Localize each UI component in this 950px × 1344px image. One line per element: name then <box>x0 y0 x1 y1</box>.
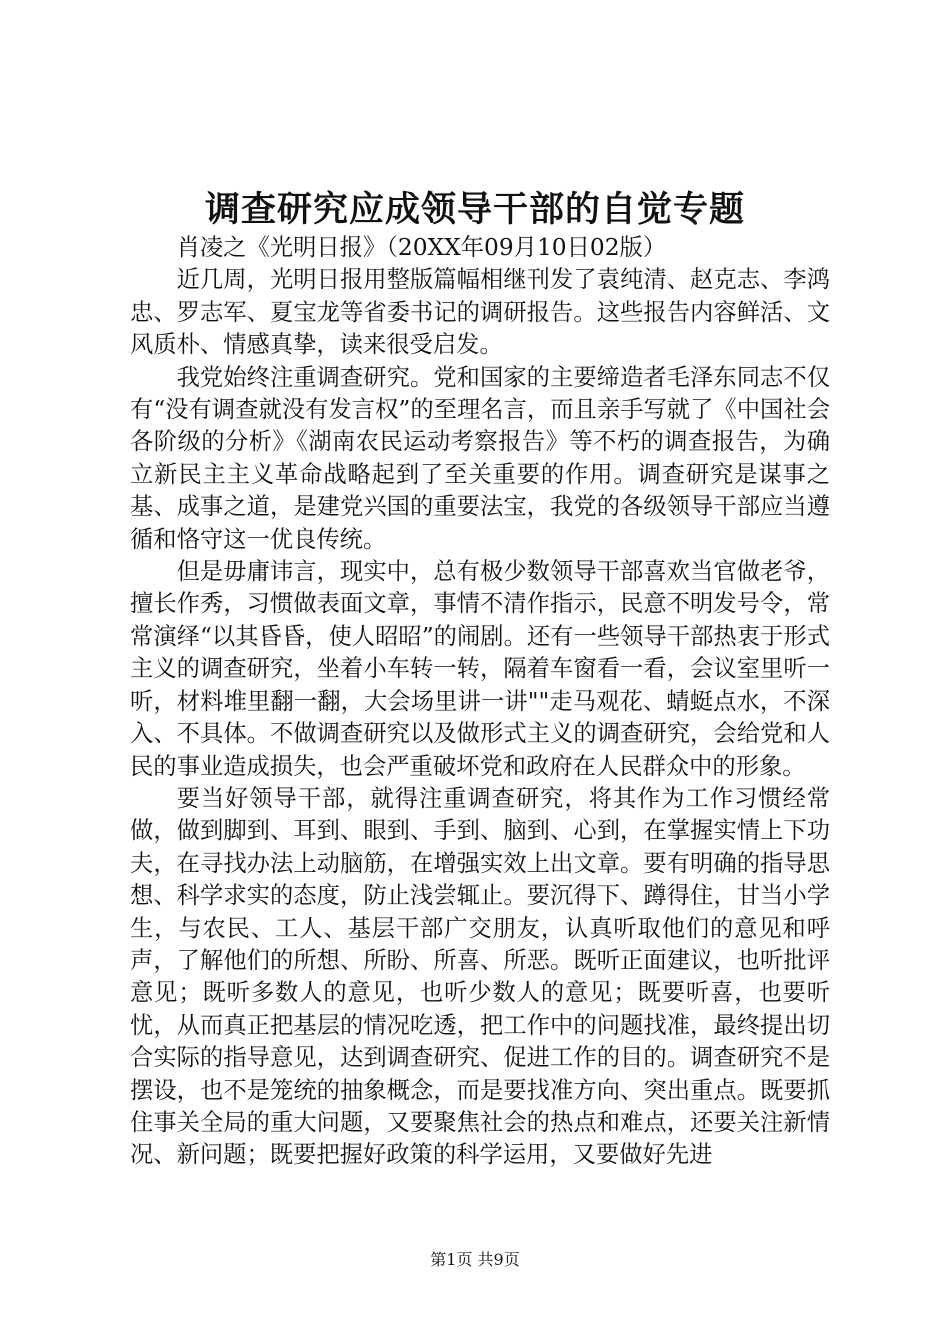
paragraph-2: 我党始终注重调查研究。党和国家的主要缔造者毛泽东同志不仅有“没有调查就没有发言权”的至理名言，而且亲手写就了《中国社会各阶级的分析》《湖南农民运动考察报告》等不朽的调查报告，为确立新民主主义革命战略起到了至关重要的作用。调查研究是谋事之基、成事之道，是建党兴国的重要法宝，我党的各级领导干部应当遵循和恪守这一优良传统。 <box>130 363 830 553</box>
page-number: 第1页 共9页 <box>430 1250 520 1269</box>
byline: 肖凌之《光明日报》（20XX年09月10日02版） <box>176 234 667 261</box>
paragraph-3: 但是毋庸讳言，现实中，总有极少数领导干部喜欢当官做老爷，擅长作秀，习惯做表面文章，事情不清作指示，民意不明发号令，常常演绎“以其昏昏，使人昭昭”的闹剧。还有一些领导干部热衷于形式主义的调查研究，坐着小车转一转，隔着车窗看一看，会议室里听一听，材料堆里翻一翻，大会场里讲一讲""走马观花、蜻蜓点水，不深入、不具体。不做调查研究以及做形式主义的调查研究，会给党和人民的事业造成损失，也会严重破坏党和政府在人民群众中的形象。 <box>130 558 830 780</box>
paragraph-4: 要当好领导干部，就得注重调查研究，将其作为工作习惯经常做，做到脚到、耳到、眼到、手到、脑到、心到，在掌握实情上下功夫，在寻找办法上动脑筋，在增强实效上出文章。要有明确的指导思想、科学求实的态度，防止浅尝辄止。要沉得下、蹲得住，甘当小学生，与农民、工人、基层干部广交朋友，认真听取他们的意见和呼声，了解他们的所想、所盼、所喜、所恶。既听正面建议，也听批评意见；既听多数人的意见，也听少数人的意见；既要听喜，也要听忧，从而真正把基层的情况吃透，把工作中的问题找准，最终提出切合实际的指导意见，达到调查研究、促进工作的目的。调查研究不是摆设，也不是笼统的抽象概念，而是要找准方向、突出重点。既要抓住事关全局的重大问题，又要聚焦社会的热点和难点，还要关注新情况、新问题；既要把握好政策的科学运用，又要做好先进 <box>130 784 830 1169</box>
document-title: 调查研究应成领导干部的自觉专题 <box>204 189 745 230</box>
paragraph-1: 近几周，光明日报用整版篇幅相继刊发了袁纯清、赵克志、李鸿忠、罗志军、夏宝龙等省委书记的调研报告。这些报告内容鲜活、文风质朴、情感真挚，读来很受启发。 <box>130 266 830 359</box>
document-body <box>130 232 830 1172</box>
